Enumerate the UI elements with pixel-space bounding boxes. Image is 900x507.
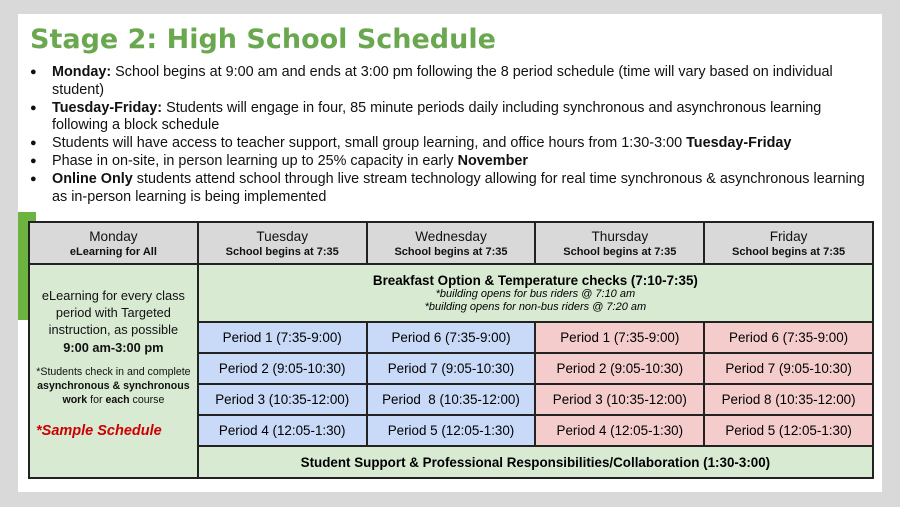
period-cell: Period 3 (10:35-12:00) xyxy=(535,384,704,415)
period-cell: Period 4 (12:05-1:30) xyxy=(198,415,367,446)
period-cell: Period 8 (10:35-12:00) xyxy=(704,384,873,415)
period-cell: Period 5 (12:05-1:30) xyxy=(704,415,873,446)
period-cell: Period 7 (9:05-10:30) xyxy=(367,353,536,384)
header-wednesday: Wednesday School begins at 7:35 xyxy=(367,222,536,264)
period-cell: Period 3 (10:35-12:00) xyxy=(198,384,367,415)
slide xyxy=(18,14,882,492)
period-cell: Period 6 (7:35-9:00) xyxy=(367,322,536,353)
period-cell: Period 2 (9:05-10:30) xyxy=(535,353,704,384)
period-cell: Period 2 (9:05-10:30) xyxy=(198,353,367,384)
monday-time: 9:00 am-3:00 pm xyxy=(63,340,164,355)
period-cell: Period 7 (9:05-10:30) xyxy=(704,353,873,384)
bullet-monday: ● Monday: School begins at 9:00 am and ends at 3:00 pm following the 8 period schedule (time will vary based on individual student) xyxy=(28,64,878,100)
header-row xyxy=(29,222,873,264)
sample-schedule-label: *Sample Schedule xyxy=(36,423,162,439)
period-cell: Period 8 (10:35-12:00) xyxy=(367,384,536,415)
period-cell: Period 4 (12:05-1:30) xyxy=(535,415,704,446)
monday-note: *Students check in and complete asynchronous & synchronous work for each course xyxy=(36,366,191,406)
monday-cell xyxy=(29,264,198,478)
period-cell: Period 1 (7:35-9:00) xyxy=(535,322,704,353)
bullet-teacher-support: ● Students will have access to teacher support, small group learning, and office hours from 1:30-3:00 Tuesday-Friday xyxy=(28,135,878,153)
schedule-table xyxy=(28,221,874,479)
header-monday: Monday eLearning for All xyxy=(29,222,198,264)
period-cell: Period 1 (7:35-9:00) xyxy=(198,322,367,353)
breakfast-cell: Breakfast Option & Temperature checks (7:10-7:35) *building opens for bus riders @ 7:10 am *building opens for non-bus riders @ 7:20 am xyxy=(198,264,873,322)
bullet-list xyxy=(28,64,878,206)
support-footer-cell: Student Support & Professional Responsibilities/Collaboration (1:30-3:00) xyxy=(198,446,873,478)
bullet-online-only: ● Online Only students attend school through live stream technology allowing for real time synchronous & asynchronous learning as in-person learning is being implemented xyxy=(28,171,878,207)
header-thursday: Thursday School begins at 7:35 xyxy=(535,222,704,264)
monday-lead: eLearning for every class period with Targeted instruction, as possible xyxy=(41,288,185,337)
bullet-tuesday-friday: ● Tuesday-Friday: Students will engage in four, 85 minute periods daily including synchronous and asynchronous learning following a block schedule xyxy=(28,100,878,136)
period-cell: Period 6 (7:35-9:00) xyxy=(704,322,873,353)
header-tuesday: Tuesday School begins at 7:35 xyxy=(198,222,367,264)
page-title: Stage 2: High School Schedule xyxy=(30,24,496,55)
bullet-phase-in: ● Phase in on-site, in person learning up to 25% capacity in early November xyxy=(28,153,878,171)
header-friday: Friday School begins at 7:35 xyxy=(704,222,873,264)
period-cell: Period 5 (12:05-1:30) xyxy=(367,415,536,446)
